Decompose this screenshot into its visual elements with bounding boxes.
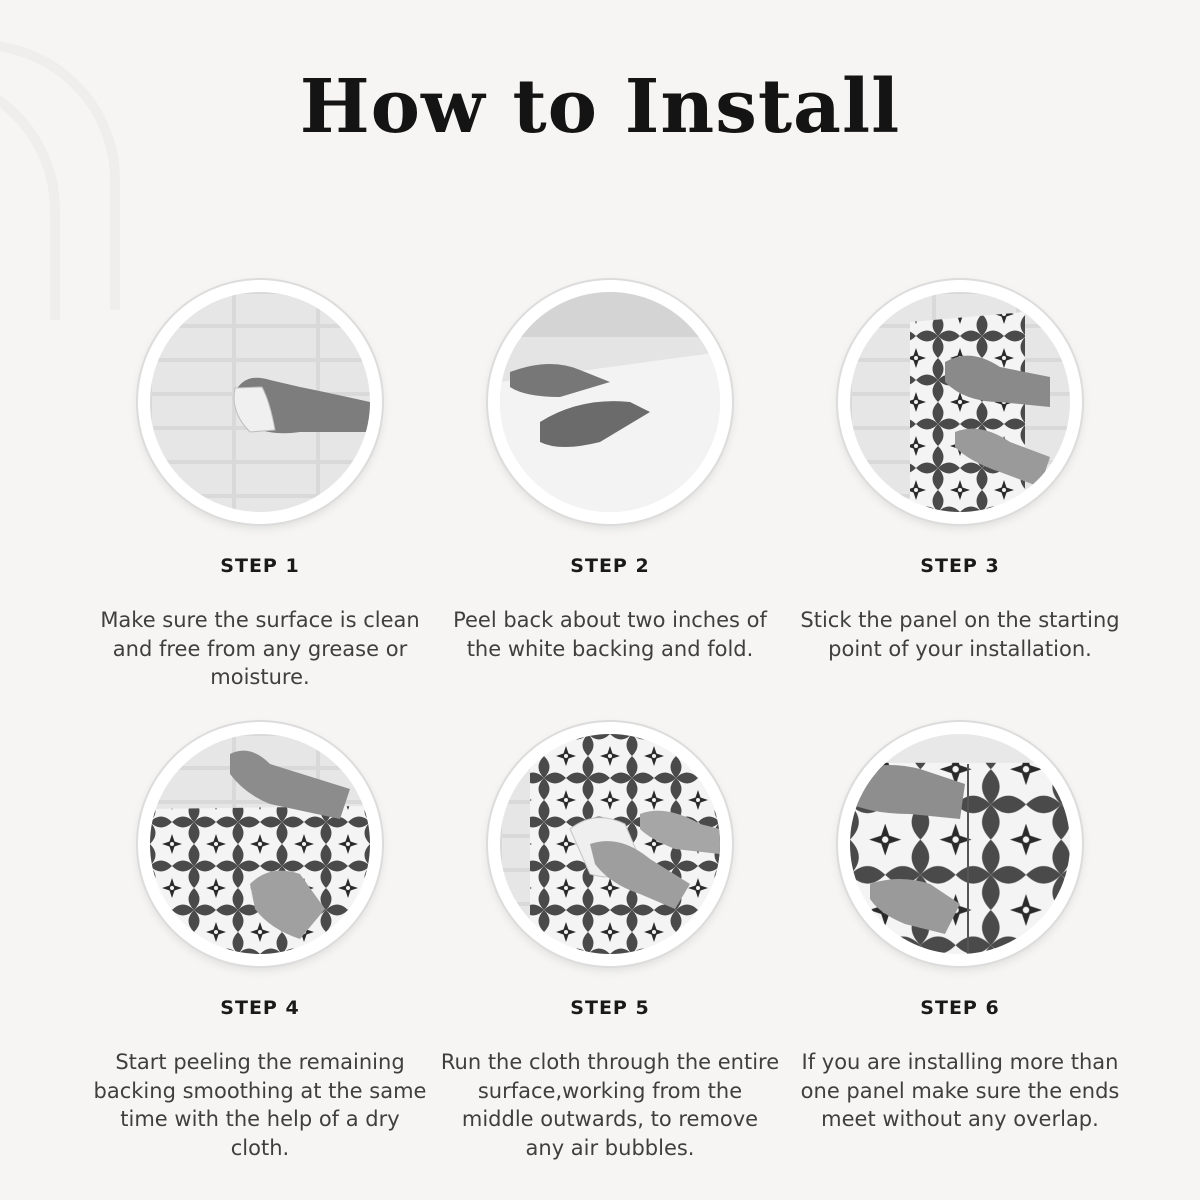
step-description: If you are installing more than one panel make sure the ends meet without any overlap. bbox=[800, 1050, 1120, 1131]
step-6-photo bbox=[850, 734, 1070, 954]
step-description: Stick the panel on the starting point of your installation. bbox=[800, 608, 1120, 661]
step-1-photo-frame bbox=[138, 280, 382, 524]
step-5-photo-frame bbox=[488, 722, 732, 966]
step-4-photo-frame bbox=[138, 722, 382, 966]
step-label: STEP 6 bbox=[920, 997, 1000, 1019]
step-label: STEP 5 bbox=[570, 997, 650, 1019]
step-5-photo bbox=[500, 734, 720, 954]
step-3-photo bbox=[850, 292, 1070, 512]
step-label: STEP 4 bbox=[220, 997, 300, 1019]
step-description: Peel back about two inches of the white backing and fold. bbox=[453, 608, 767, 661]
step-description: Start peeling the remaining backing smoothing at the same time with the help of a dry cloth. bbox=[93, 1050, 427, 1160]
page-title: How to Install bbox=[299, 64, 901, 150]
step-label: STEP 1 bbox=[220, 555, 300, 577]
step-4-photo bbox=[150, 734, 370, 954]
step-2-photo-frame bbox=[488, 280, 732, 524]
step-1-photo bbox=[150, 292, 370, 512]
step-description: Run the cloth through the entire surface,working from the middle outwards, to remove any air bubbles. bbox=[440, 1050, 780, 1160]
step-description: Make sure the surface is clean and free from any grease or moisture. bbox=[100, 608, 420, 689]
step-6-photo-frame bbox=[838, 722, 1082, 966]
step-2-photo bbox=[500, 292, 720, 512]
step-label: STEP 2 bbox=[570, 555, 650, 577]
step-3-photo-frame bbox=[838, 280, 1082, 524]
step-label: STEP 3 bbox=[920, 555, 1000, 577]
